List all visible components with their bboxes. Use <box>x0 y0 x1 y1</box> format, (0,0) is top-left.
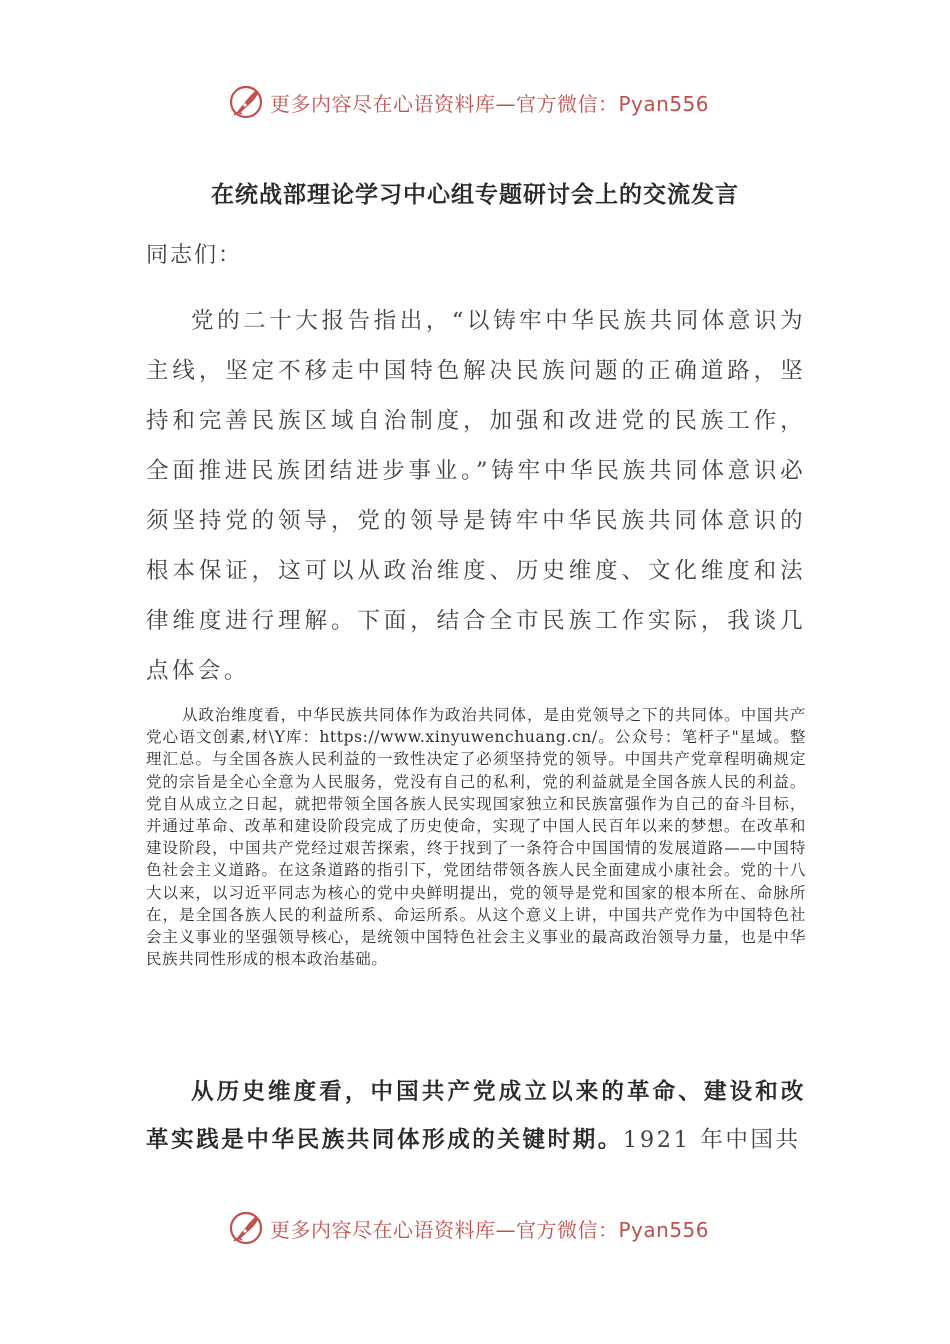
history-rest-text: 1921 年中国共 <box>622 1127 801 1153</box>
header-banner-text: 更多内容尽在心语资料库—官方微信：Pyan556 <box>270 91 710 116</box>
history-bold-lead: 从历史维度看，中国共产党成立以来的革命、建设和改革实践是中华民族共同体形成的关键时期。 <box>146 1079 806 1153</box>
pen-nib-logo-icon <box>228 84 264 120</box>
footer-banner-text: 更多内容尽在心语资料库—官方微信：Pyan556 <box>270 1217 710 1242</box>
footer-banner <box>228 1208 709 1248</box>
header-banner <box>228 82 709 122</box>
document-title: 在统战部理论学习中心组专题研讨会上的交流发言 <box>211 182 739 208</box>
paragraph-intro: 党的二十大报告指出，“以铸牢中华民族共同体意识为主线，坚定不移走中国特色解决民族问题的正确道路，坚持和完善民族区域自治制度，加强和改进党的民族工作，全面推进民族团结进步事业。”铸牢中华民族共同体意识必须坚持党的领导，党的领导是铸牢中华民族共同体意识的根本保证，这可以从政治维度、历史维度、文化维度和法律维度进行理解。下面，结合全市民族工作实际，我谈几点体会。 <box>146 308 806 684</box>
greeting: 同志们： <box>146 243 243 268</box>
paragraph-historical-dimension <box>146 1068 806 1164</box>
paragraph-political-dimension: 从政治维度看，中华民族共同体作为政治共同体，是由党领导之下的共同体。中国共产党心语文创素,材\Y库：https://www.xinyuwenchuang.cn/。公众号：笔杆子"星域。整理汇总。与全国各族人民利益的一致性决定了必须坚持党的领导。中国共产党章程明确规定党的宗旨是全心全意为人民服务，党没有自己的私利，党的利益就是全国各族人民的利益。党自从成立之日起，就把带领全国各族人民实现国家独立和民族富强作为自己的奋斗目标，并通过革命、改革和建设阶段完成了历史使命，实现了中国人民百年以来的梦想。在改革和建设阶段，中国共产党经过艰苦探索，终于找到了一条符合中国国情的发展道路——中国特色社会主义道路。在这条道路的指引下，党团结带领各族人民全面建成小康社会。党的十八大以来，以习近平同志为核心的党中央鲜明提出，党的领导是党和国家的根本所在、命脉所在，是全国各族人民的利益所系、命运所系。从这个意义上讲，中国共产党作为中国特色社会主义事业的坚强领导核心，是统领中国特色社会主义事业的最高政治领导力量，也是中华民族共同性形成的根本政治基础。 <box>146 706 806 969</box>
pen-nib-logo-icon <box>228 1210 264 1246</box>
